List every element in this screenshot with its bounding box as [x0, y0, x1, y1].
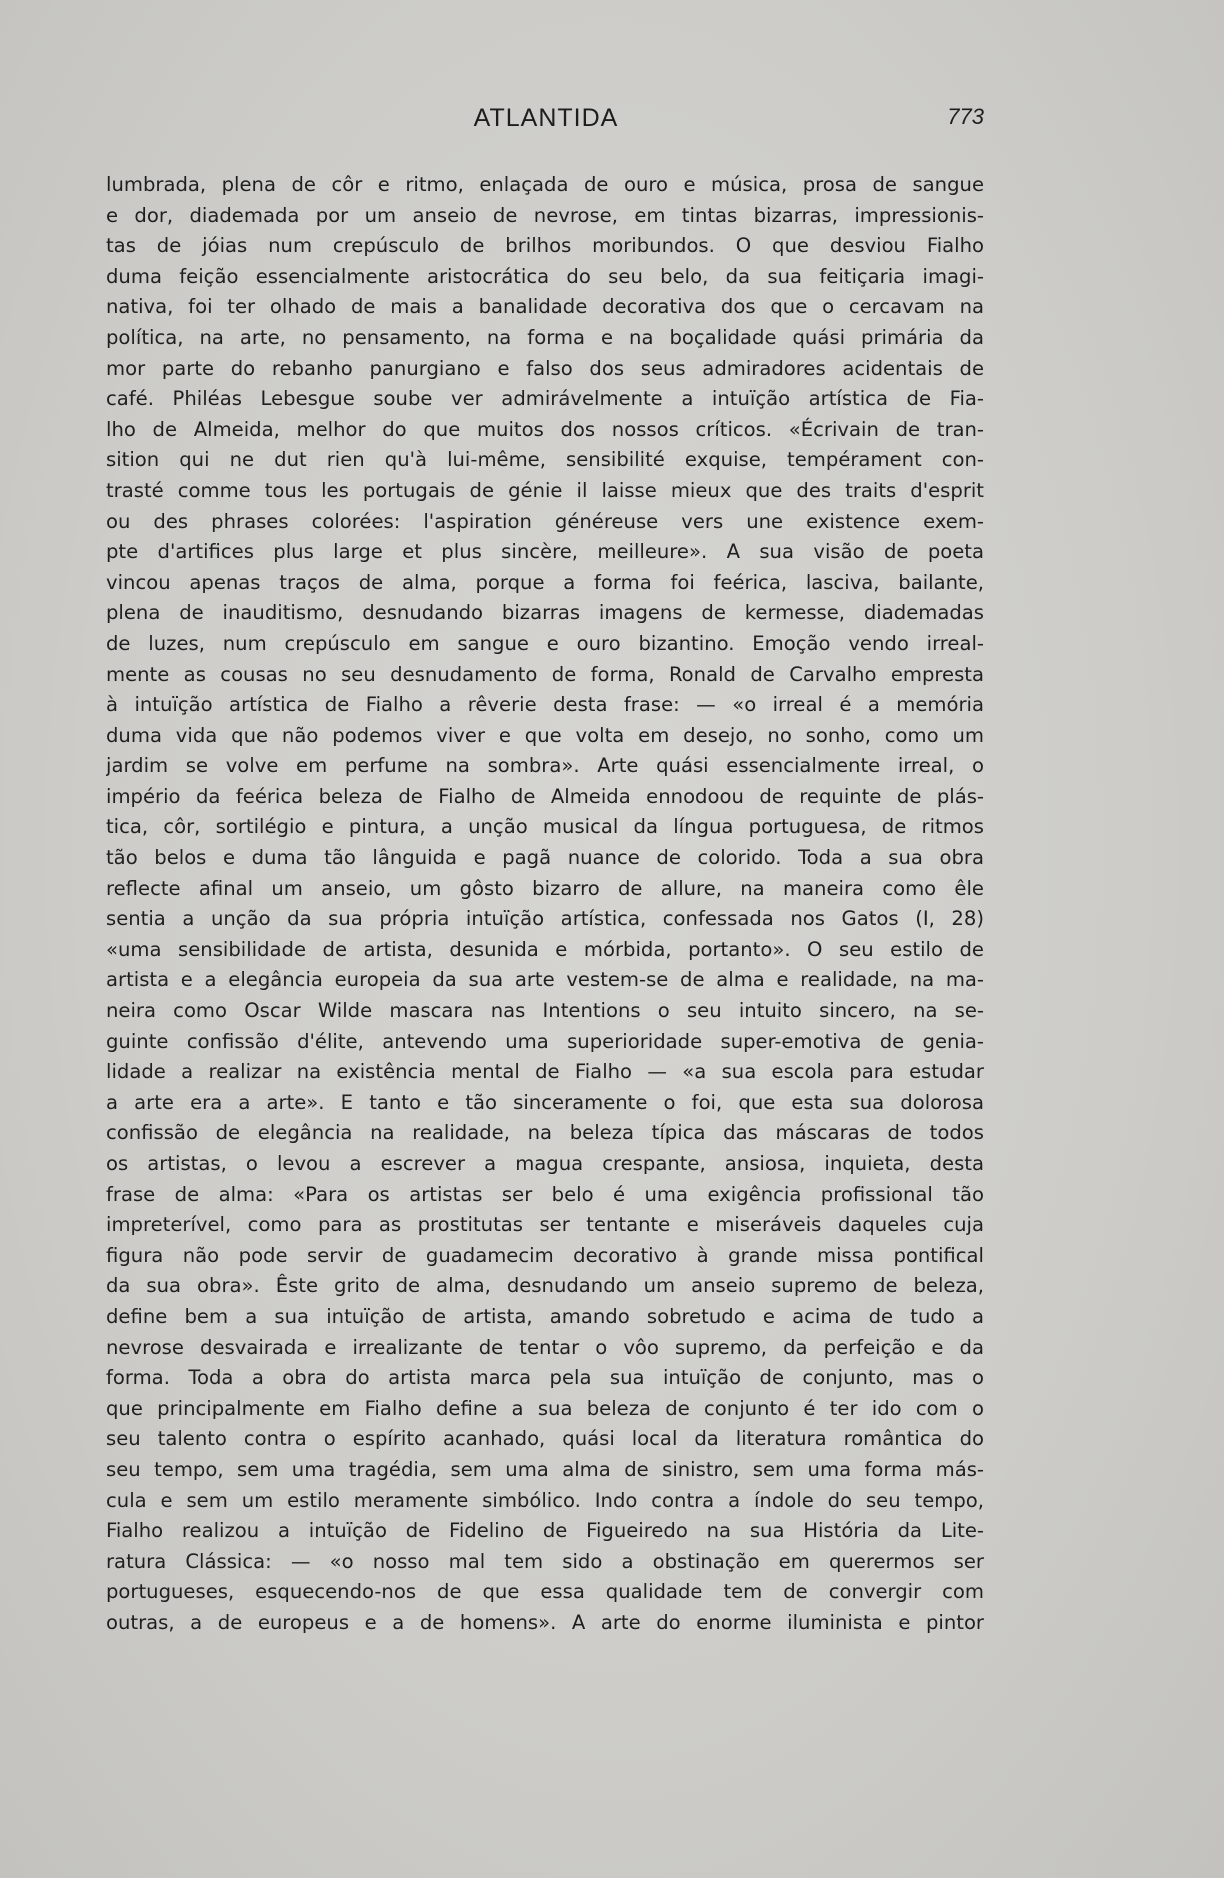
text-line: forma. Toda a obra do artista marca pela sua intuïção de conjunto, mas o: [106, 1366, 984, 1390]
text-line: sentia a unção da sua própria intuïção artística, confessada nos Gatos (I, 28): [106, 907, 984, 931]
text-line: Fialho realizou a intuïção de Fidelino de Figueiredo na sua História da Lite-: [106, 1519, 984, 1543]
text-line: define bem a sua intuïção de artista, amando sobretudo e acima de tudo a: [106, 1304, 984, 1328]
text-line: império da feérica beleza de Fialho de Almeida ennodoou de requinte de plás-: [106, 784, 984, 808]
text-line: nevrose desvairada e irrealizante de tentar o vôo supremo, da perfeição e da: [106, 1335, 984, 1359]
text-line: neira como Oscar Wilde mascara nas Intentions o seu intuito sincero, na se-: [106, 999, 984, 1023]
text-line: lho de Almeida, melhor do que muitos dos nossos críticos. «Écrivain de tran-: [106, 417, 984, 441]
text-line: outras, a de europeus e a de homens». A arte do enorme iluminista e pintor: [106, 1610, 984, 1634]
text-line: figura não pode servir de guadamecim decorativo à grande missa pontifical: [106, 1243, 984, 1267]
text-line: plena de inauditismo, desnudando bizarras imagens de kermesse, diademadas: [106, 601, 984, 625]
text-line: mente as cousas no seu desnudamento de forma, Ronald de Carvalho empresta: [106, 662, 984, 686]
text-line: cula e sem um estilo meramente simbólico. Indo contra a índole do seu tempo,: [106, 1488, 984, 1512]
text-line: mor parte do rebanho panurgiano e falso dos seus admiradores acidentais de: [106, 356, 984, 380]
text-line: tica, côr, sortilégio e pintura, a unção musical da língua portuguesa, de ritmos: [106, 815, 984, 839]
text-line: frase de alma: «Para os artistas ser belo é uma exigência profissional tão: [106, 1182, 984, 1206]
text-line: e dor, diademada por um anseio de nevrose, em tintas bizarras, impressionis-: [106, 203, 984, 227]
text-line: ratura Clássica: — «o nosso mal tem sido a obstinação em querermos ser: [106, 1549, 984, 1573]
text-line: trasté comme tous les portugais de génie il laisse mieux que des traits d'esprit: [106, 478, 984, 502]
text-line: artista e a elegância europeia da sua arte vestem-se de alma e realidade, na ma-: [106, 968, 984, 992]
text-line: impreterível, como para as prostitutas ser tentante e miseráveis daqueles cuja: [106, 1213, 984, 1237]
text-line: os artistas, o levou a escrever a magua crespante, ansiosa, inquieta, desta: [106, 1152, 984, 1175]
page-number: 773: [947, 104, 984, 129]
page-header: [108, 104, 984, 144]
text-line: da sua obra». Êste grito de alma, desnudando um anseio supremo de beleza,: [106, 1274, 984, 1298]
text-line: café. Philéas Lebesgue soube ver admirávelmente a intuïção artística de Fia-: [106, 387, 984, 411]
running-title: ATLANTIDA: [473, 104, 619, 132]
text-line: sition qui ne dut rien qu'à lui-même, sensibilité exquise, tempérament con-: [106, 448, 984, 472]
text-line: duma feição essencialmente aristocrática do seu belo, da sua feitiçaria imagi-: [106, 264, 984, 288]
text-line: confissão de elegância na realidade, na beleza típica das máscaras de todos: [106, 1121, 984, 1145]
body-text: [106, 170, 984, 1639]
text-line: guinte confissão d'élite, antevendo uma superioridade super-emotiva de genia-: [106, 1029, 984, 1053]
text-line: à intuïção artística de Fialho a rêverie desta frase: — «o irreal é a memória: [106, 693, 984, 717]
text-line: reflecte afinal um anseio, um gôsto bizarro de allure, na maneira como êle: [106, 876, 984, 900]
text-line: tão belos e duma tão lânguida e pagã nuance de colorido. Toda a sua obra: [106, 846, 984, 870]
text-line: política, na arte, no pensamento, na forma e na boçalidade quási primária da: [106, 325, 984, 349]
text-line: que principalmente em Fialho define a sua beleza de conjunto é ter ido com o: [106, 1396, 984, 1420]
text-line: portugueses, esquecendo-nos de que essa qualidade tem de convergir com: [106, 1580, 984, 1604]
text-line: nativa, foi ter olhado de mais a banalidade decorativa dos que o cercavam na: [106, 295, 984, 319]
text-line: «uma sensibilidade de artista, desunida e mórbida, portanto». O seu estilo de: [106, 937, 984, 961]
text-line: jardim se volve em perfume na sombra». Arte quási essencialmente irreal, o: [106, 754, 984, 778]
text-line: seu tempo, sem uma tragédia, sem uma alma de sinistro, sem uma forma más-: [106, 1457, 984, 1481]
text-line: seu talento contra o espírito acanhado, quási local da literatura romântica do: [106, 1427, 984, 1451]
text-line: lumbrada, plena de côr e ritmo, enlaçada de ouro e música, prosa de sangue: [106, 173, 984, 196]
text-line: ou des phrases colorées: l'aspiration généreuse vers une existence exem-: [106, 509, 984, 533]
text-line: pte d'artifices plus large et plus sincère, meilleure». A sua visão de poeta: [106, 540, 984, 564]
text-line: de luzes, num crepúsculo em sangue e ouro bizantino. Emoção vendo irreal-: [106, 631, 984, 655]
text-line: a arte era a arte». E tanto e tão sinceramente o foi, que esta sua dolorosa: [106, 1090, 984, 1114]
text-line: tas de jóias num crepúsculo de brilhos moribundos. O que desviou Fialho: [106, 234, 984, 258]
text-line: duma vida que não podemos viver e que volta em desejo, no sonho, como um: [106, 723, 984, 747]
text-line: lidade a realizar na existência mental de Fialho — «a sua escola para estudar: [106, 1060, 984, 1084]
text-line: vincou apenas traços de alma, porque a forma foi feérica, lasciva, bailante,: [106, 570, 984, 594]
